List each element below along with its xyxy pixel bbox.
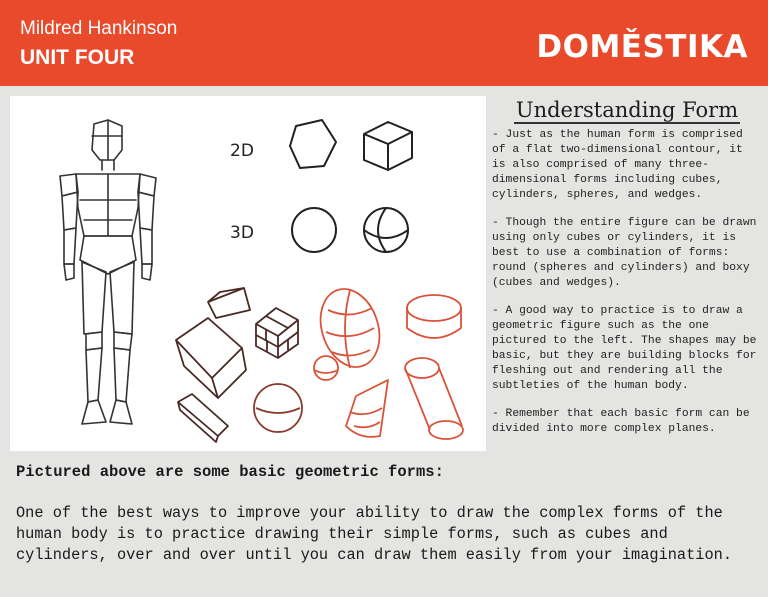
understanding-form-section	[492, 96, 762, 456]
forms-illustration	[10, 96, 486, 451]
caption-title: Pictured above are some basic geometric forms:	[16, 463, 444, 481]
illustration-panel	[10, 96, 486, 451]
caption-body: One of the best ways to improve your ability to draw the complex forms of the human body is to practice drawing their simple forms, such as cubes and cylinders, over and over until you can draw them easily from your imagination.	[16, 504, 733, 564]
sphere-shape	[364, 208, 408, 252]
round-forms	[254, 281, 463, 439]
header-bar	[0, 0, 768, 86]
domestika-logo: DOMĚSTIKA	[536, 29, 748, 65]
paragraph-3: - A good way to practice is to draw a geometric figure such as the one pictured to the left. The shapes may be basic, but they are building blocks for fleshing out and rendering all the subtleties of the human body.	[492, 305, 757, 392]
label-2d: 2D	[230, 141, 254, 161]
circle-shape	[292, 208, 336, 252]
paragraph-4: - Remember that each basic form can be divided into more complex planes.	[492, 408, 750, 435]
mannequin-figure	[60, 120, 156, 424]
boxy-forms	[176, 288, 298, 442]
label-3d: 3D	[230, 223, 254, 243]
paragraph-1: - Just as the human form is comprised of a flat two-dimensional contour, it is also comprised of many three-dimensional forms including cubes, cylinders, spheres, and wedges.	[492, 129, 743, 201]
paragraph-2: - Though the entire figure can be drawn using only cubes or cylinders, it is best to use a combination of forms: round (spheres and cylinders) and boxy (cubes and wedges).	[492, 217, 757, 289]
forms-2d-3d	[290, 120, 412, 252]
author-name: Mildred Hankinson	[20, 18, 178, 39]
hexagon-shape	[290, 120, 336, 168]
unit-title: UNIT FOUR	[20, 46, 135, 69]
section-title: Understanding Form	[515, 98, 739, 122]
